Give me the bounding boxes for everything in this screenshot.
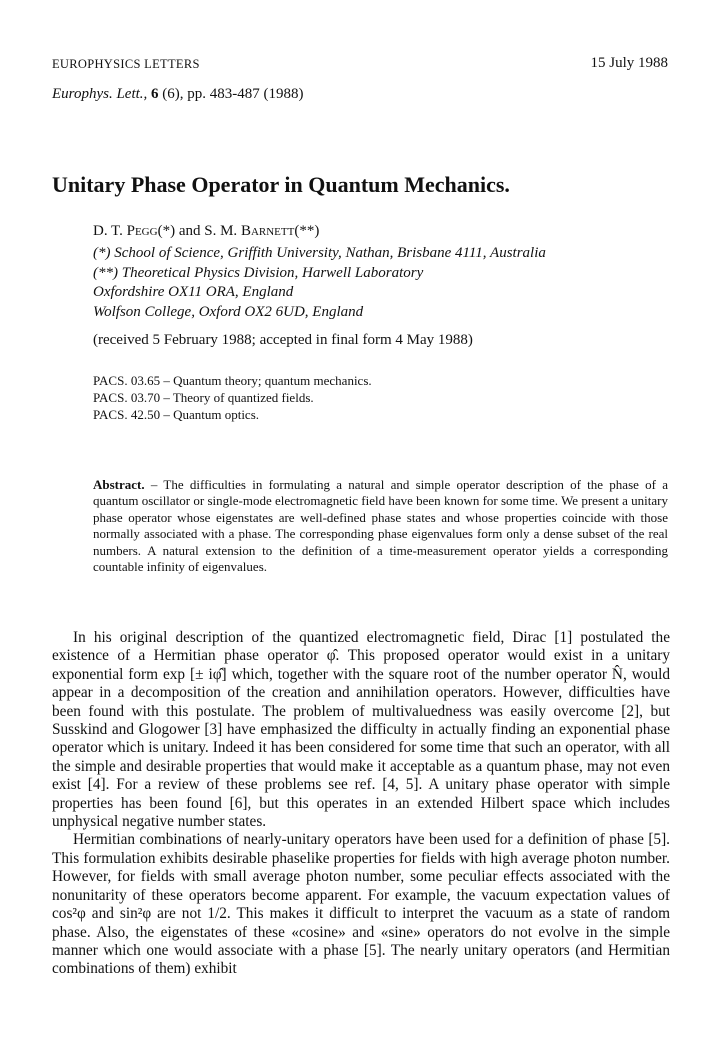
affiliation-line: Wolfson College, Oxford OX2 6UD, England	[93, 303, 364, 320]
received-dates: (received 5 February 1988; accepted in final form 4 May 1988)	[93, 332, 473, 348]
author2-mark: (**)	[294, 223, 320, 239]
author2-initials: S. M.	[204, 223, 241, 239]
affiliation-line: Oxfordshire OX11 ORA, England	[93, 284, 294, 300]
affiliation-line: (**) Theoretical Physics Division, Harwell Laboratory	[93, 264, 424, 281]
citation-volume: 6	[151, 86, 159, 102]
abstract	[93, 477, 668, 575]
pacs-codes	[93, 372, 372, 423]
abstract-text: – The difficulties in formulating a natural and simple operator description of the phase of a quantum oscillator or single-mode electromagnetic field have been known for some time. We present a unitary phase operator whose eigenstates are well-defined phase states and whose properties coincide with those normally associated with a phase. The corresponding phase eigenvalues form only a dense subset of the real numbers. A natural extension to the definition of a time-measurement operator yields a corresponding countable infinity of eigenvalues.	[93, 477, 668, 575]
author1-mark: (*)	[157, 223, 176, 239]
paper-title: Unitary Phase Operator in Quantum Mechanics.	[52, 172, 510, 197]
pacs-line: PACS. 03.70 – Theory of quantized fields.	[93, 390, 314, 405]
abstract-label: Abstract.	[93, 477, 145, 492]
pacs-line: PACS. 03.65 – Quantum theory; quantum mechanics.	[93, 373, 372, 388]
body-paragraph: Hermitian combinations of nearly-unitary operators have been used for a definition of phase [5]. This formulation exhibits desirable phaselike properties for fields with high average photon number. However, for fields with small average photon number, some peculiar effects associated with the nonunitarity of these operators become apparent. For example, the vacuum expectation values of cos²φ and sin²φ are not 1/2. This makes it difficult to interpret the vacuum as a state of random phase. Also, the eigenstates of these «cosine» and «sine» operators do not evolve in the simple manner which one would associate with a phase [5]. The nearly unitary operators (and Hermitian combinations of them) exhibit	[52, 831, 670, 978]
author-line	[93, 222, 319, 242]
running-header	[52, 57, 668, 75]
publication-date: 15 July 1988	[590, 55, 668, 71]
body-paragraph: In his original description of the quantized electromagnetic field, Dirac [1] postulated the existence of a Hermitian phase operator φ̂. This proposed operator would exist in a unitary exponential form exp [± iφ̂] which, together with the square root of the number operator N̂, would appear in a decomposition of the creation and annihilation operators. However, difficulties have been found with this postulate. The problem of multivaluedness was easily overcome [2], but Susskind and Glogower [3] have emphasized the difficulty in actually finding an exponential phase operator which is unitary. Indeed it has been considered for some time that such an operator, with all the simple and desirable properties that would make it acceptable as a quantum phase, may not even exist [4]. For a review of these problems see ref. [4, 5]. A unitary phase operator with simple properties has been found [6], but this operates in an extended Hilbert space which includes unphysical negative number states.	[52, 629, 670, 831]
affiliation-line: (*) School of Science, Griffith University, Nathan, Brisbane 4111, Australia	[93, 245, 546, 261]
author1-initials: D. T.	[93, 223, 127, 239]
author2-surname: Barnett	[240, 223, 295, 239]
author-conjunction: and	[175, 223, 205, 239]
citation-details: (6), pp. 483-487 (1988)	[162, 86, 304, 102]
body-text	[52, 629, 670, 979]
pacs-line: PACS. 42.50 – Quantum optics.	[93, 407, 260, 422]
author1-surname: Pegg	[126, 223, 158, 239]
journal-name: EUROPHYSICS LETTERS	[52, 57, 200, 71]
citation-line	[52, 86, 304, 103]
citation-journal: Europhys. Lett.,	[52, 86, 148, 102]
affiliations	[93, 244, 546, 322]
